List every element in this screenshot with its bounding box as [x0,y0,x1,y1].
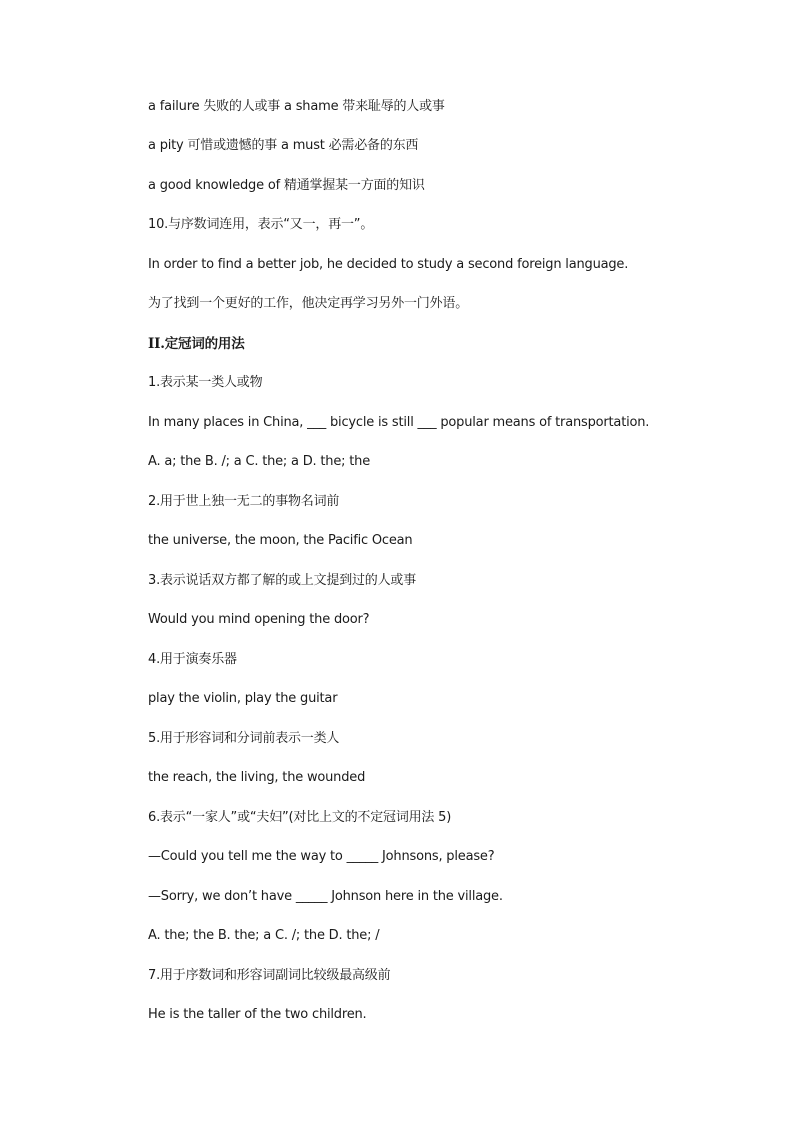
vocab-line-failure-shame: a failure 失败的人或事 a shame 带来耻辱的人或事 [148,99,445,114]
rule-10-ordinal: 10.与序数词连用，表示“又一，再一”。 [148,217,374,232]
example-door: Would you mind opening the door? [148,612,370,627]
question-bicycle: In many places in China, ___ bicycle is still ___ popular means of transportation. [148,415,650,430]
question-johnsons-options: A. the; the B. the; a C. /; the D. the; / [148,928,380,943]
rule-5-adjective-class: 5.用于形容词和分词前表示一类人 [148,731,340,746]
rule-6-family: 6.表示“一家人”或“夫妇”(对比上文的不定冠词用法 5) [148,810,452,825]
example-unique-nouns: the universe, the moon, the Pacific Ocean [148,533,413,548]
example-taller: He is the taller of the two children. [148,1007,367,1022]
rule-1-class: 1.表示某一类人或物 [148,375,263,390]
rule-7-ordinal-comparative: 7.用于序数词和形容词副词比较级最高级前 [148,968,391,983]
example-adjective-class: the reach, the living, the wounded [148,770,366,785]
vocab-line-pity-must: a pity 可惜或遗憾的事 a must 必需必备的东西 [148,138,419,153]
example-instruments: play the violin, play the guitar [148,691,338,706]
vocab-line-good-knowledge: a good knowledge of 精通掌握某一方面的知识 [148,178,425,193]
dialogue-line-2: —Sorry, we don’t have _____ Johnson here in the village. [148,889,503,904]
example-sentence-english: In order to find a better job, he decided to study a second foreign language. [148,257,629,272]
dialogue-line-1: —Could you tell me the way to _____ Johnsons, please? [148,849,495,864]
question-bicycle-options: A. a; the B. /; a C. the; a D. the; the [148,454,370,469]
rule-4-instruments: 4.用于演奏乐器 [148,652,237,667]
rule-3-known: 3.表示说话双方都了解的或上文提到过的人或事 [148,573,417,588]
rule-2-unique: 2.用于世上独一无二的事物名词前 [148,494,340,509]
example-sentence-chinese: 为了找到一个更好的工作，他决定再学习另外一门外语。 [148,296,469,311]
section-heading-definite-article: II.定冠词的用法 [148,336,245,352]
